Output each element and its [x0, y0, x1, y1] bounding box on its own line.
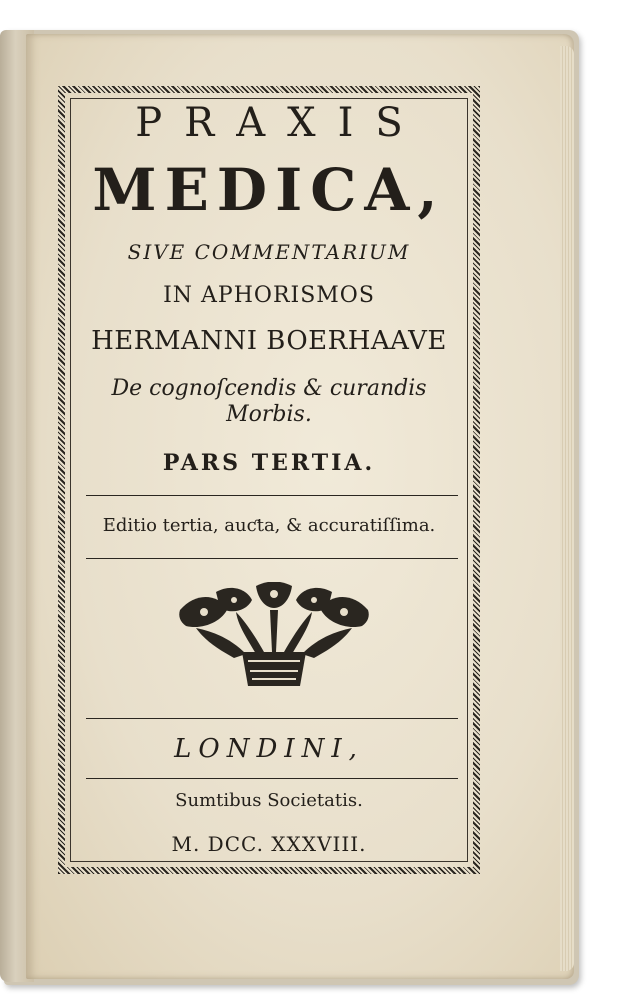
part-label: PARS TERTIA. — [162, 450, 376, 476]
divider-rule — [86, 558, 458, 559]
subtitle-in-aphorismos: IN APHORISMOS — [163, 283, 375, 308]
imprint-place: LONDINI, — [174, 734, 364, 764]
page-edges — [560, 46, 574, 971]
imprint-year: M. DCC. XXXVIII. — [171, 832, 367, 856]
author-name: HERMANNI BOERHAAVE — [91, 326, 447, 356]
flower-basket-icon — [176, 582, 372, 690]
subtitle-sive: SIVE COMMENTARIUM — [127, 240, 411, 264]
title-praxis: PRAXIS — [135, 100, 425, 146]
imprint-publisher: Sumtibus Societatis. — [175, 790, 363, 811]
divider-rule — [86, 778, 458, 779]
title-medica: MEDICA, — [92, 156, 446, 224]
edition-statement: Editio tertia, auƈta, & accuratiſſima. — [102, 515, 436, 536]
divider-rule — [86, 495, 458, 496]
divider-rule — [86, 718, 458, 719]
subtitle-de-cognoscendis: De cognoſcendis & curandis Morbis. — [111, 376, 427, 427]
